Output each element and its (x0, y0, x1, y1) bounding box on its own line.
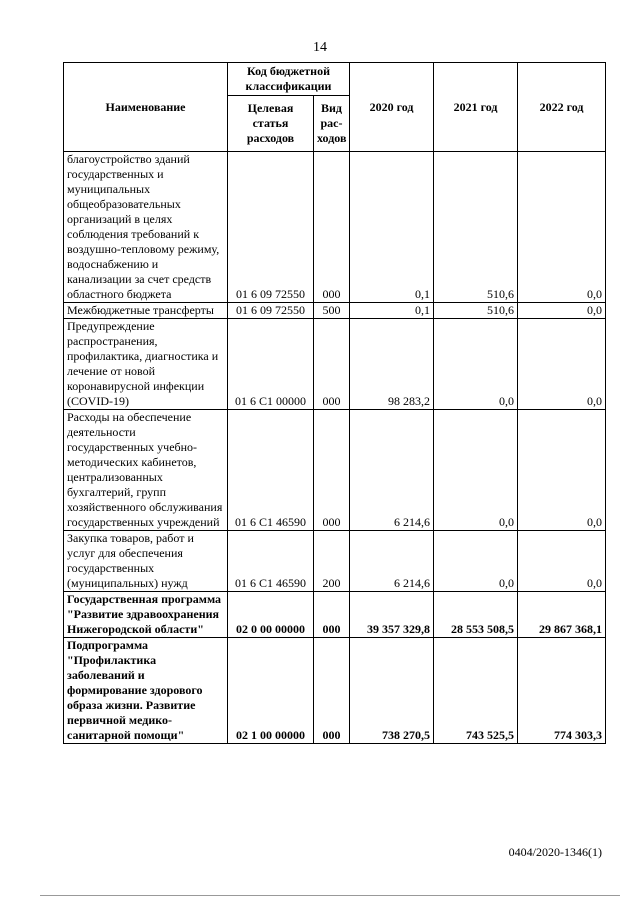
row-type: 000 (314, 152, 350, 303)
row-2020: 98 283,2 (350, 319, 434, 410)
header-code-group: Код бюджетной классификации (228, 63, 350, 96)
bottom-rule (40, 895, 620, 896)
row-2021: 743 525,5 (434, 638, 518, 744)
table-row (64, 410, 606, 531)
row-2020: 6 214,6 (350, 410, 434, 531)
row-2022: 0,0 (518, 319, 606, 410)
row-code: 01 6 09 72550 (228, 303, 314, 319)
table-row (64, 638, 606, 744)
row-type: 500 (314, 303, 350, 319)
row-2020: 0,1 (350, 152, 434, 303)
row-2021: 510,6 (434, 152, 518, 303)
row-2020: 738 270,5 (350, 638, 434, 744)
row-name: Подпрограмма "Профилактика заболеваний и формирование здорового образа жизни. Развитие первичной медико-санитарной помощи" (64, 638, 228, 744)
row-name: Расходы на обеспечение деятельности государственных учебно-методических кабинетов, централизованных бухгалтерий, групп хозяйственного обслуживания государственных учреждений (64, 410, 228, 531)
header-row-top (64, 63, 606, 96)
page-number: 14 (313, 40, 327, 55)
row-code: 01 6 09 72550 (228, 152, 314, 303)
row-2021: 510,6 (434, 303, 518, 319)
row-name: Предупреждение распространения, профилактика, диагностика и лечение от новой коронавирусной инфекции (COVID-19) (64, 319, 228, 410)
row-2021: 28 553 508,5 (434, 592, 518, 638)
document-code: 0404/2020-1346(1) (508, 845, 602, 859)
table-row (64, 592, 606, 638)
header-2020: 2020 год (350, 63, 434, 152)
header-2022: 2022 год (518, 63, 606, 152)
row-code: 02 1 00 00000 (228, 638, 314, 744)
table-row (64, 152, 606, 303)
row-name: Межбюджетные трансферты (64, 303, 228, 319)
header-name: Наименование (64, 63, 228, 152)
row-2022: 0,0 (518, 410, 606, 531)
header-2021: 2021 год (434, 63, 518, 152)
row-code: 01 6 C1 46590 (228, 410, 314, 531)
row-code: 01 6 C1 00000 (228, 319, 314, 410)
row-2022: 774 303,3 (518, 638, 606, 744)
row-2022: 0,0 (518, 152, 606, 303)
row-2022: 0,0 (518, 531, 606, 592)
row-type: 000 (314, 638, 350, 744)
row-type: 200 (314, 531, 350, 592)
row-name: Государственная программа "Развитие здравоохранения Нижегородской области" (64, 592, 228, 638)
row-type: 000 (314, 592, 350, 638)
row-2020: 6 214,6 (350, 531, 434, 592)
row-2021: 0,0 (434, 531, 518, 592)
header-type: Вид рас-ходов (314, 96, 350, 152)
row-2022: 0,0 (518, 303, 606, 319)
table-row (64, 319, 606, 410)
row-code: 01 6 C1 46590 (228, 531, 314, 592)
row-name: благоустройство зданий государственных и муниципальных общеобразовательных организаций в целях соблюдения требований к воздушно-тепловому режиму, водоснабжению и канализации за счет средств областного бюджета (64, 152, 228, 303)
row-2021: 0,0 (434, 410, 518, 531)
row-2021: 0,0 (434, 319, 518, 410)
row-type: 000 (314, 410, 350, 531)
table-row (64, 531, 606, 592)
row-code: 02 0 00 00000 (228, 592, 314, 638)
table-row (64, 303, 606, 319)
row-2020: 39 357 329,8 (350, 592, 434, 638)
row-2020: 0,1 (350, 303, 434, 319)
budget-table (63, 62, 606, 744)
row-2022: 29 867 368,1 (518, 592, 606, 638)
row-type: 000 (314, 319, 350, 410)
header-target: Целевая статья расходов (228, 96, 314, 152)
row-name: Закупка товаров, работ и услуг для обеспечения государственных (муниципальных) нужд (64, 531, 228, 592)
